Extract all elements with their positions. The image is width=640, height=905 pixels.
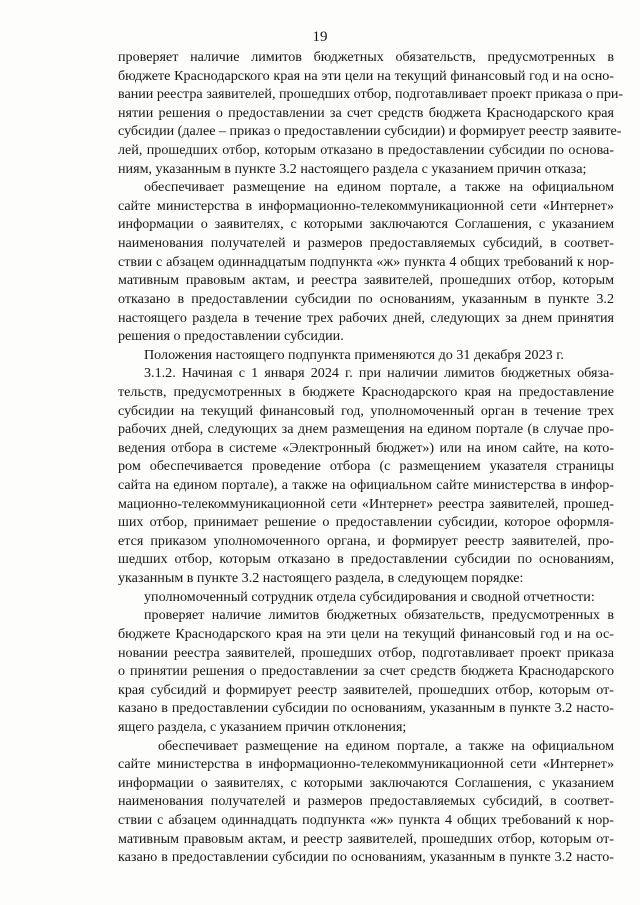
text-line: лей, прошедших отбор, которым отказано в предоставлении субсидии по основа-	[118, 142, 614, 159]
text-line: казано в предоставлении субсидии по основаниям, указанным в пункте 3.2 насто-	[118, 849, 614, 866]
text-line: ствии с абзацем одиннадцать подпункта «ж» пункта 4 общих требований к нор-	[118, 811, 614, 828]
text-line: субсидии на текущий финансовый год, уполномоченный орган в течение трех	[118, 402, 614, 419]
text-line: информации о заявителях, с которыми заключаются Соглашения, с указанием	[118, 774, 614, 791]
text-line: шедших отбор, которым отказано в предоставлении субсидии по основаниям,	[118, 551, 614, 568]
text-line: бюджете Краснодарского края на эти цели на текущий финансовый год и на ос-	[118, 625, 614, 642]
text-line: бюджете Краснодарского края на эти цели на текущий финансовый год и на осно-	[118, 67, 614, 84]
text-line: ших отбор, принимает решение о предоставлении субсидии, которое оформля-	[118, 514, 614, 531]
text-line: наименования получателей и размеров предоставляемых субсидий, в соответ-	[118, 793, 614, 810]
text-line: ется приказом уполномоченного органа, и формирует реестр заявителей, про-	[118, 532, 614, 549]
text-line: проверяет наличие лимитов бюджетных обязательств, предусмотренных в	[144, 607, 614, 624]
text-line: тельств, предусмотренных в бюджете Краснодарского края на предоставление	[118, 383, 614, 400]
text-line: казано в предоставлении субсидии по основаниям, указанным в пункте 3.2 насто-	[118, 700, 614, 717]
text-line: вании реестра заявителей, прошедших отбор, подготавливает проект приказа о при-	[118, 86, 624, 103]
text-line: решения о предоставлении субсидии.	[118, 328, 344, 345]
text-line: ящего раздела, с указанием причин отклонения;	[118, 718, 407, 735]
text-line: настоящего раздела в течение трех рабочих дней, следующих за днем принятия	[118, 309, 614, 326]
text-line: обеспечивает размещение на едином портале, а также на официальном	[144, 179, 614, 196]
text-line: ниям, указанным в пункте 3.2 настоящего раздела с указанием причин отказа;	[118, 160, 587, 177]
text-line: субсидии (далее – приказ о предоставлении субсидии) и формирует реестр заявите-	[118, 123, 622, 140]
text-line: Положения настоящего подпункта применяются до 31 декабря 2023 г.	[144, 346, 564, 363]
document-body-text	[118, 48, 624, 867]
text-line: рабочих дней, следующих за днем размещения на едином портале (в случае про-	[118, 421, 614, 438]
text-line: сайте министерства в информационно-телекоммуникационной сети «Интернет»	[118, 756, 614, 773]
text-line: о принятии решения о предоставлении за счет средств бюджета Краснодарского	[118, 663, 614, 680]
page-number: 19	[312, 29, 328, 45]
text-line: сайте министерства в информационно-телекоммуникационной сети «Интернет»	[118, 197, 614, 214]
text-line: мативным правовым актам, и реестр заявителей, прошедших отбор, которым от-	[118, 830, 614, 847]
text-line: информации о заявителях, с которыми заключаются Соглашения, с указанием	[118, 216, 614, 233]
text-line: ствии с абзацем одиннадцатым подпункта «ж» пункта 4 общих требований к нор-	[118, 253, 614, 270]
text-line: ром обеспечивается проведение отбора (с размещением указателя страницы	[118, 458, 614, 475]
text-line: указанным в пункте 3.2 настоящего раздела, в следующем порядке:	[118, 570, 524, 587]
text-line: нятии решения о предоставлении за счет средств бюджета Краснодарского края	[118, 104, 614, 121]
text-line: мативным правовым актам, и реестра заявителей, прошедших отбор, которым	[118, 272, 614, 289]
text-line: обеспечивает размещение на едином портале, а также на официальном	[158, 737, 614, 754]
text-line: мационно-телекоммуникационной сети «Интернет» реестра заявителей, прошед-	[118, 495, 614, 512]
text-line: наименования получателей и размеров предоставляемых субсидий, в соответ-	[118, 235, 614, 252]
text-line: новании реестра заявителей, прошедших отбор, подготавливает проект приказа	[118, 644, 614, 661]
text-line: 3.1.2. Начиная с 1 января 2024 г. при наличии лимитов бюджетных обяза-	[144, 365, 614, 382]
text-line: уполномоченный сотрудник отдела субсидирования и сводной отчетности:	[144, 588, 595, 605]
text-line: края субсидий и формирует реестр заявителей, прошедших отбор, которым от-	[118, 681, 614, 698]
text-line: проверяет наличие лимитов бюджетных обязательств, предусмотренных в	[118, 49, 614, 65]
text-line: ведения отбора в системе «Электронный бюджет») или на ином сайте, на кото-	[118, 439, 614, 456]
text-line: отказано в предоставлении субсидии по основаниям, указанным в пункте 3.2	[118, 290, 614, 307]
text-line: сайта на едином портале), а также на официальном сайте министерства в инфор-	[118, 477, 614, 494]
